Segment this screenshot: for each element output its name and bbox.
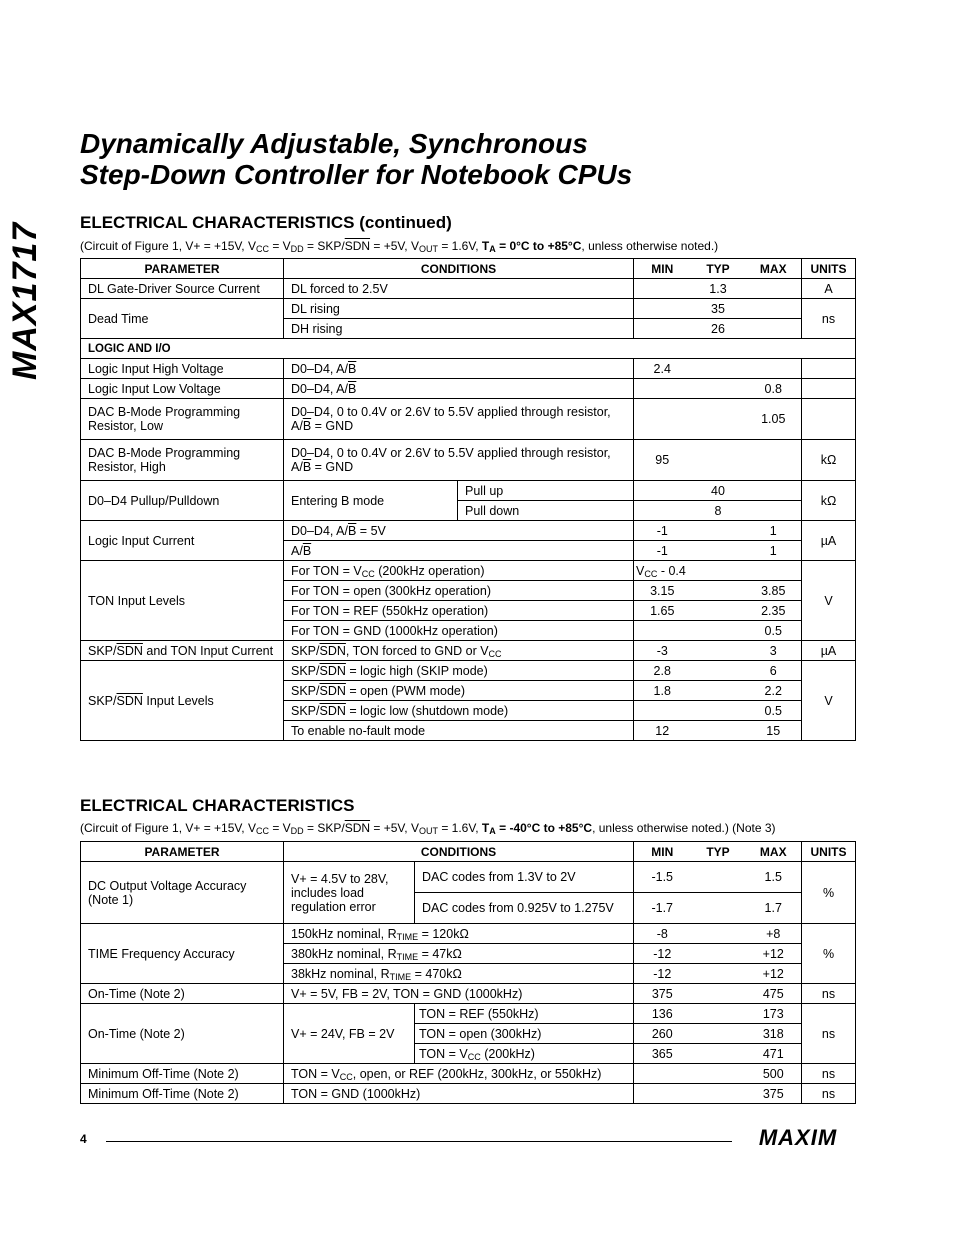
table-row: TIME Frequency Accuracy 150kHz nominal, $R_{TIME} = 120k\Omega$ -8 +8 % [81,924,856,944]
svg-text:MAXIM: MAXIM [758,1125,838,1149]
table-row: SKP/$\overline{SDN}$ Input Levels SKP/$\overline{SDN}$ = logic high (SKIP mode) 2.8 6 V [81,661,856,681]
page-title [80,128,632,190]
table-row: DAC codes from 0.925V to 1.275V -1.7 1.7 [81,893,856,924]
table-row: DAC B-Mode Programming Resistor, Low D0–D4, 0 to 0.4V or 2.6V to 5.5V applied through resistor, $A/\overline{B}$ = GND 1.05 [81,399,856,440]
section-row-logic: LOGIC AND I/O [81,339,856,359]
electrical-characteristics-table-1 [80,258,856,741]
table-row: Minimum Off-Time (Note 2) TON = $V_{CC}$, open, or REF (200kHz, 300kHz, or 550kHz) 500 ns [81,1064,856,1084]
table-row: Logic Input Low Voltage D0–D4, $A/\overline{B}$ 0.8 [81,379,856,399]
title-line-1: Dynamically Adjustable, Synchronous [80,128,588,159]
electrical-characteristics-table-2 [80,841,856,1104]
table-row: TON = $V_{CC}$ (200kHz) 365 471 [81,1044,856,1064]
table-row: Pull down 8 [81,501,856,521]
table-row: Logic Input Current D0–D4, $A/\overline{B} = 5V$ -1 1 µA [81,521,856,541]
table-row: DL Gate-Driver Source Current DL forced to 2.5V 1.3 A [81,279,856,299]
table-row: D0–D4 Pullup/Pulldown Entering B mode Pull up 40 kΩ [81,481,856,501]
table-row: DC Output Voltage Accuracy (Note 1) V+ = 4.5V to 28V, includes load regulation error DAC codes from 1.3V to 2V -1.5 1.5 % [81,862,856,893]
table-row: SKP/$\overline{SDN}$ = open (PWM mode) 1.8 2.2 [81,681,856,701]
table-row: SKP/$\overline{SDN}$ and TON Input Current SKP/$\overline{SDN}$, TON forced to GND or $V_{CC}$ -3 3 µA [81,641,856,661]
table-row: On-Time (Note 2) V+ = 5V, FB = 2V, TON = GND (1000kHz) 375 475 ns [81,984,856,1004]
page-number: 4 [80,1132,87,1146]
table-row: TON Input Levels For TON = $V_{CC}$ (200kHz operation) $V_{CC} - 0.4$ V [81,561,856,581]
table-header-row: PARAMETER CONDITIONS MIN TYP MAX UNITS [81,259,856,279]
test-conditions-2: (Circuit of Figure 1, V+ = +15V, $V_{CC} = V_{DD} = SKP/\overline{SDN} = +5V$, $V_{OUT} = 1.6V$, $T_A = -40^\circ C$ to +85°C, unless otherwise noted.) (Note 3) [80,821,776,836]
part-number-side: MAX1717 [6,221,44,380]
table-row: 380kHz nominal, $R_{TIME} = 47k\Omega$ -12 +12 [81,944,856,964]
table-row: For TON = GND (1000kHz operation) 0.5 [81,621,856,641]
table-row: 38kHz nominal, $R_{TIME} = 470k\Omega$ -12 +12 [81,964,856,984]
table-row: DH rising 26 [81,319,856,339]
table-row: For TON = REF (550kHz operation) 1.65 2.35 [81,601,856,621]
table-row: Dead Time DL rising 35 ns [81,299,856,319]
table-row: SKP/$\overline{SDN}$ = logic low (shutdown mode) 0.5 [81,701,856,721]
table-row: On-Time (Note 2) V+ = 24V, FB = 2V TON = REF (550kHz) 136 173 ns [81,1004,856,1024]
title-line-2: Step-Down Controller for Notebook CPUs [80,159,633,190]
test-conditions-1: (Circuit of Figure 1, V+ = +15V, $V_{CC} = V_{DD} = SKP/\overline{SDN} = +5V$, $V_{OUT} = 1.6V$, $T_A = 0^\circ C$ to +85°C, unless otherwise noted.) [80,239,719,254]
table-row: Logic Input High Voltage D0–D4, $A/\overline{B}$ 2.4 [81,359,856,379]
table-row: To enable no-fault mode 12 15 [81,721,856,741]
table-row: Minimum Off-Time (Note 2) TON = GND (1000kHz) 375 ns [81,1084,856,1104]
footer-rule [106,1141,732,1142]
table-row: For TON = open (300kHz operation) 3.15 3.85 [81,581,856,601]
table-row: $A/\overline{B}$ -1 1 [81,541,856,561]
table-header-row: PARAMETER CONDITIONS MIN TYP MAX UNITS [81,842,856,862]
section-heading-continued: ELECTRICAL CHARACTERISTICS (continued) [80,213,452,232]
section-heading: ELECTRICAL CHARACTERISTICS [80,796,355,815]
table-row: TON = open (300kHz) 260 318 [81,1024,856,1044]
table-row: DAC B-Mode Programming Resistor, High D0–D4, 0 to 0.4V or 2.6V to 5.5V applied through resistor, $A/\overline{B}$ = GND 95 kΩ [81,440,856,481]
maxim-logo [742,1125,854,1149]
